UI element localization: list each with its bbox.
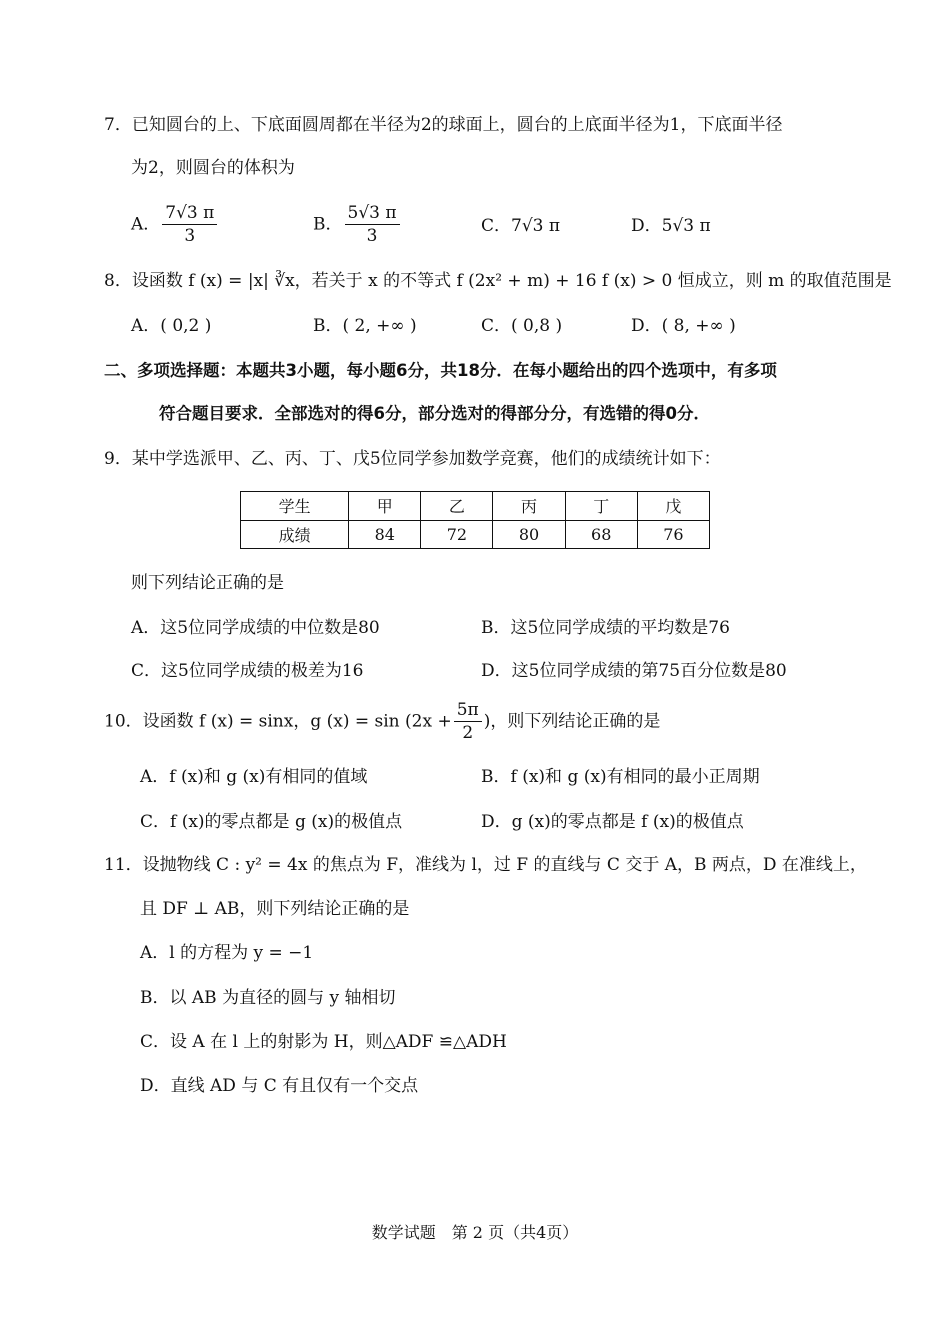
- q11-option-d: D．直线 AD 与 C 有且仅有一个交点: [140, 1076, 419, 1096]
- q7-option-a-label: A．: [131, 214, 161, 235]
- q11-stem-line1: 11．设抛物线 C : y² = 4x 的焦点为 F，准线为 l，过 F 的直线与 C 交于 A，B 两点，D 在准线上，: [104, 855, 867, 875]
- q7-option-a-numerator: 7√3 π: [162, 205, 217, 225]
- table-cell: 戊: [637, 492, 709, 521]
- q10-option-d: D．g (x)的零点都是 f (x)的极值点: [481, 812, 744, 832]
- q7-stem-line1: 7．已知圆台的上、下底面圆周都在半径为2的球面上，圆台的上底面半径为1，下底面半径: [104, 115, 783, 135]
- q10-option-b: B．f (x)和 g (x)有相同的最小正周期: [481, 767, 760, 787]
- q9-option-d: D．这5位同学成绩的第75百分位数是80: [481, 661, 787, 681]
- q7-option-c: C．7√3 π: [481, 216, 561, 236]
- q9-option-b: B．这5位同学成绩的平均数是76: [481, 618, 730, 638]
- section2-heading-line1: 二、多项选择题：本题共3小题，每小题6分，共18分．在每小题给出的四个选项中，有多项: [104, 361, 777, 380]
- table-cell: 丙: [493, 492, 565, 521]
- section2-heading-line2: 符合题目要求．全部选对的得6分，部分选对的得部分分，有选错的得0分．: [159, 404, 710, 423]
- q8-option-a: A．( 0,2 ): [131, 316, 212, 336]
- q8-option-c: C．( 0,8 ): [481, 316, 563, 336]
- table-cell: 76: [637, 520, 709, 549]
- q10-option-c: C．f (x)的零点都是 g (x)的极值点: [140, 812, 403, 832]
- q7-stem-line2: 为2，则圆台的体积为: [131, 158, 295, 178]
- q7-option-b-label: B．: [313, 214, 343, 235]
- q10-stem: [104, 702, 660, 742]
- page-footer: 数学试题 第 2 页（共4页）: [371, 1223, 579, 1242]
- q7-option-a: [131, 205, 219, 245]
- table-cell: 68: [565, 520, 637, 549]
- table-cell: 80: [493, 520, 565, 549]
- q11-option-c: C．设 A 在 l 上的射影为 H，则△ADF ≌△ADH: [140, 1032, 507, 1052]
- q8-option-b: B．( 2, +∞ ): [313, 316, 417, 336]
- table-row: [241, 520, 710, 549]
- q8-option-d: D．( 8, +∞ ): [631, 316, 736, 336]
- q11-option-b: B．以 AB 为直径的圆与 y 轴相切: [140, 988, 396, 1008]
- q7-option-b: [313, 205, 402, 245]
- q11-option-a: A．l 的方程为 y = −1: [140, 943, 314, 963]
- q10-fraction-denominator: 2: [462, 723, 474, 743]
- q11-stem-line2: 且 DF ⊥ AB，则下列结论正确的是: [140, 899, 410, 919]
- q9-option-c: C．这5位同学成绩的极差为16: [131, 661, 364, 681]
- q7-option-b-numerator: 5√3 π: [345, 205, 400, 225]
- q7-option-a-denominator: 3: [184, 226, 196, 246]
- q7-option-d: D．5√3 π: [631, 216, 711, 236]
- table-cell: 甲: [349, 492, 421, 521]
- table-cell: 丁: [565, 492, 637, 521]
- table-cell: 72: [421, 520, 493, 549]
- table-cell: 成绩: [241, 520, 349, 549]
- q10-fraction-numerator: 5π: [454, 702, 482, 722]
- q10-option-a: A．f (x)和 g (x)有相同的值域: [140, 767, 368, 787]
- q9-prompt: 则下列结论正确的是: [131, 573, 284, 593]
- score-table: [240, 491, 710, 549]
- q10-stem-pre: 10．设函数 f (x) = sinx，g (x) = sin (2x +: [104, 711, 452, 732]
- table-cell: 乙: [421, 492, 493, 521]
- table-cell: 84: [349, 520, 421, 549]
- q9-stem: 9．某中学选派甲、乙、丙、丁、戊5位同学参加数学竞赛，他们的成绩统计如下：: [104, 449, 721, 469]
- table-header-row: [241, 492, 710, 521]
- q10-stem-post: )，则下列结论正确的是: [483, 711, 661, 732]
- q9-option-a: A．这5位同学成绩的中位数是80: [131, 618, 380, 638]
- table-cell: 学生: [241, 492, 349, 521]
- q7-option-b-denominator: 3: [366, 226, 378, 246]
- q8-stem: 8．设函数 f (x) = |x| ∛x，若关于 x 的不等式 f (2x² + m) + 16 f (x) > 0 恒成立，则 m 的取值范围是: [104, 271, 892, 291]
